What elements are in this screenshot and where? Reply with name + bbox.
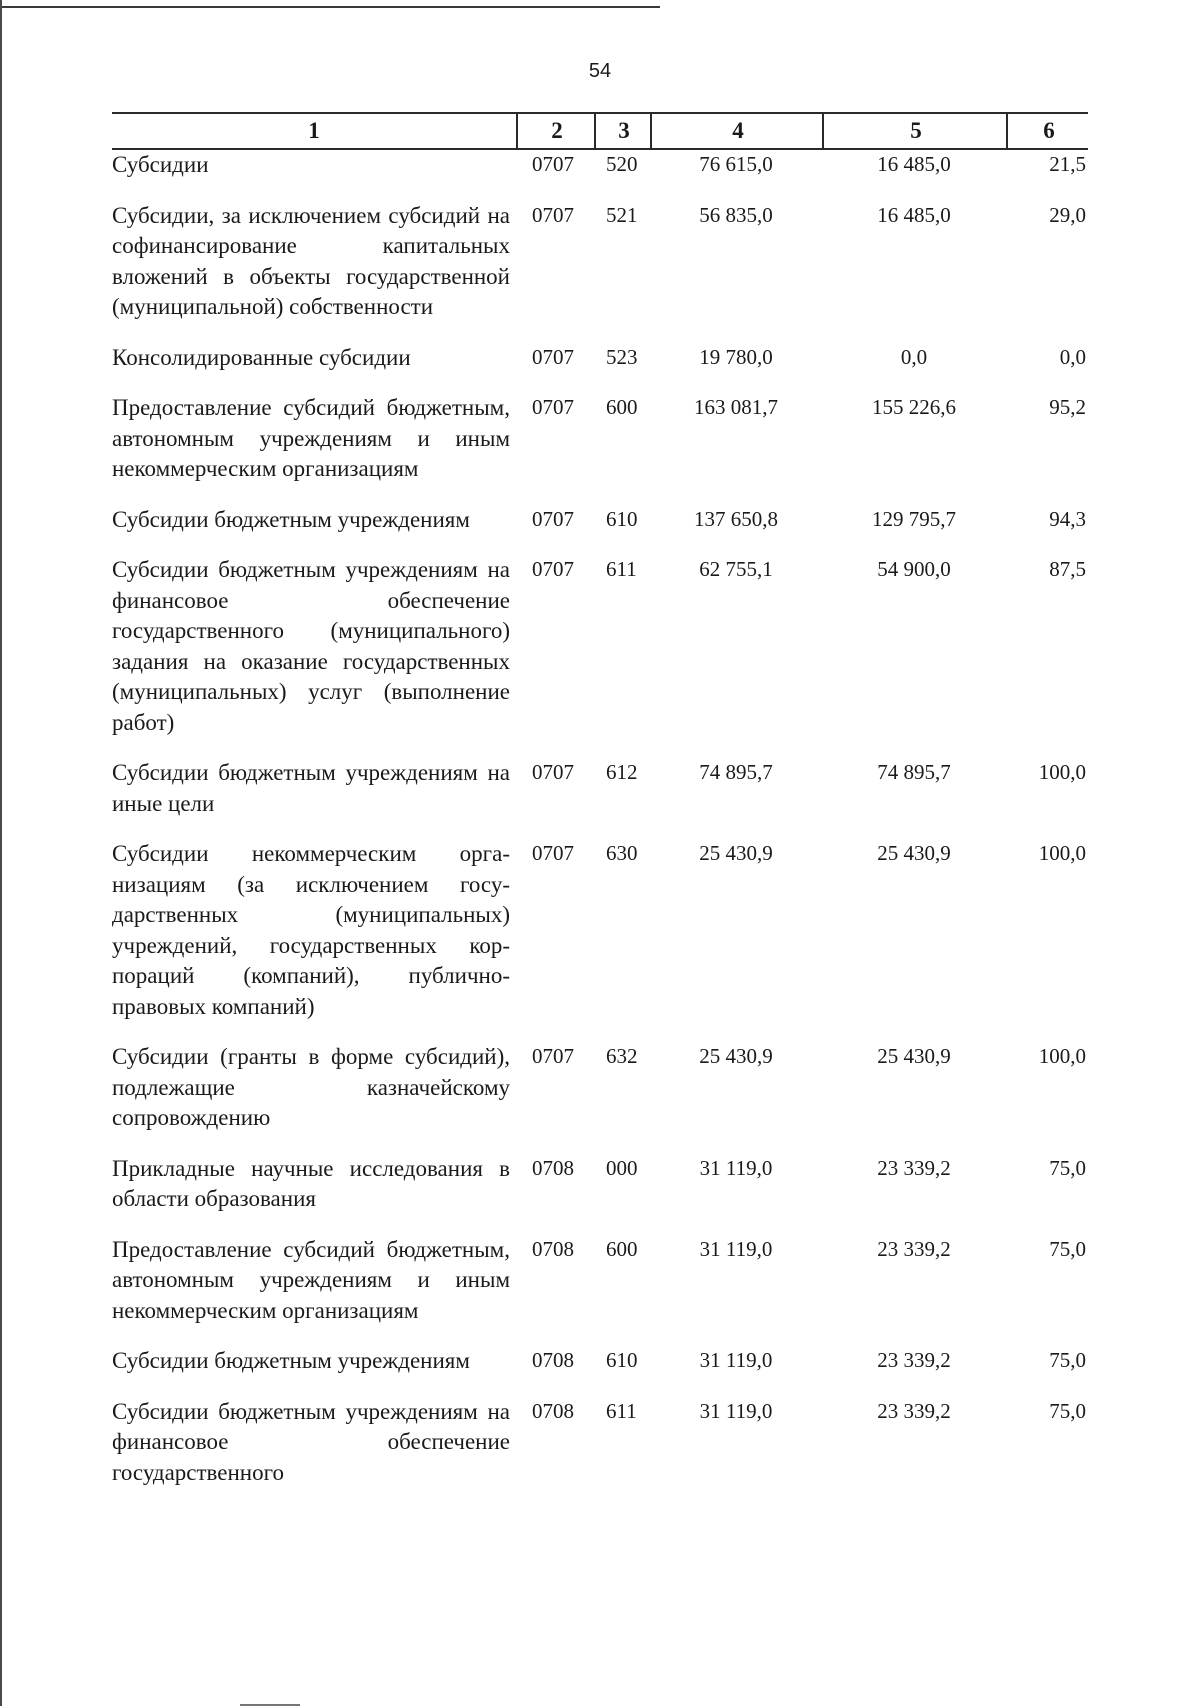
row-type-code: 611: [606, 1398, 637, 1423]
row-name: Субсидии некоммерческим организациям (за исключением государственных (муниципальных) учреждений, государственных корпораций (компаний), публично-правовых компаний): [112, 841, 510, 1019]
row-type-code: 610: [606, 506, 638, 531]
row-fact: 23 339,2: [877, 1348, 951, 1372]
row-fact: 23 339,2: [877, 1155, 951, 1180]
row-percent: 75,0: [1049, 1155, 1086, 1180]
row-section-code: 0707: [532, 152, 574, 176]
row-percent: 75,0: [1049, 1398, 1086, 1423]
row-fact: 74 895,7: [877, 760, 951, 784]
row-plan: 74 895,7: [699, 760, 773, 784]
row-name: Предоставление субсидий бюджетным, автономным учреждениям и иным некоммерческим организациям: [112, 395, 510, 481]
header-col-4: 4: [650, 114, 824, 148]
row-section-code: 0707: [532, 841, 574, 865]
row-name: Субсидии бюджетным учреждениям: [112, 506, 470, 532]
row-name: Субсидии, за исключением субсидий на софинансирование капитальных вложений в объекты государственной (муниципальной) собственности: [112, 202, 510, 319]
row-fact: 16 485,0: [877, 202, 951, 227]
row-plan: 31 119,0: [699, 1236, 773, 1261]
header-col-5: 5: [822, 114, 1008, 148]
table-row: [112, 839, 1088, 1022]
row-type-code: 611: [606, 557, 637, 581]
row-name: Субсидии бюджетным учреждениям: [112, 1348, 470, 1373]
table-row: [112, 758, 1088, 819]
row-type-code: 632: [606, 1044, 638, 1068]
row-section-code: 0708: [532, 1348, 574, 1372]
table-row: [112, 1154, 1088, 1215]
row-name: Субсидии бюджетным учреждениям на иные цели: [112, 760, 510, 816]
row-fact: 155 226,6: [872, 395, 956, 419]
row-type-code: 600: [606, 395, 638, 419]
row-percent: 21,5: [1049, 152, 1086, 176]
row-section-code: 0707: [532, 1044, 574, 1068]
table-row: [112, 343, 1088, 374]
row-name: Консолидированные субсидии: [112, 344, 411, 370]
row-plan: 62 755,1: [699, 557, 773, 581]
row-section-code: 0707: [532, 395, 574, 419]
table-row: [112, 1235, 1088, 1327]
row-plan: 137 650,8: [694, 506, 778, 531]
budget-table: [112, 112, 1088, 1488]
header-col-2: 2: [516, 114, 596, 148]
row-percent: 75,0: [1049, 1236, 1086, 1261]
row-percent: 75,0: [1049, 1348, 1086, 1372]
row-percent: 100,0: [1038, 1044, 1086, 1068]
row-percent: 87,5: [1049, 557, 1086, 581]
row-section-code: 0707: [532, 760, 574, 784]
row-plan: 19 780,0: [699, 344, 773, 369]
table-row: [112, 555, 1088, 738]
row-name: Предоставление субсидий бюджетным, автономным учреждениям и иным некоммерческим организациям: [112, 1236, 510, 1323]
row-type-code: 600: [606, 1236, 638, 1261]
row-fact: 54 900,0: [877, 557, 951, 581]
row-fact: 16 485,0: [877, 152, 951, 176]
row-name: Субсидии бюджетным учреждениям на финансовое обеспечение государственного: [112, 1398, 510, 1485]
row-type-code: 520: [606, 152, 638, 176]
row-section-code: 0707: [532, 557, 574, 581]
row-type-code: 521: [606, 202, 638, 227]
row-fact: 129 795,7: [872, 506, 956, 531]
row-type-code: 523: [606, 344, 638, 369]
table-row: [112, 505, 1088, 536]
row-percent: 100,0: [1038, 841, 1086, 865]
row-type-code: 612: [606, 760, 638, 784]
table-row: [112, 201, 1088, 323]
scan-edge-left: [0, 0, 2, 1706]
row-name: Субсидии бюджетным учреждениям на финансовое обеспечение государственного (муниципального) задания на оказание государственных (муниципальных) услуг (выполнение работ): [112, 557, 510, 735]
row-percent: 95,2: [1049, 395, 1086, 419]
row-plan: 56 835,0: [699, 202, 773, 227]
row-section-code: 0707: [532, 202, 574, 227]
row-type-code: 630: [606, 841, 638, 865]
row-plan: 25 430,9: [699, 1044, 773, 1068]
row-name: Прикладные научные исследования в области образования: [112, 1155, 510, 1211]
row-percent: 0,0: [1059, 344, 1086, 369]
row-percent: 94,3: [1049, 506, 1086, 531]
row-type-code: 610: [606, 1348, 638, 1372]
scan-edge-top: [0, 0, 660, 8]
header-col-6: 6: [1006, 114, 1090, 148]
row-name: Субсидии: [112, 152, 209, 177]
table-row: [112, 1042, 1088, 1134]
row-plan: 31 119,0: [699, 1155, 773, 1180]
row-section-code: 0707: [532, 344, 574, 369]
row-percent: 29,0: [1049, 202, 1086, 227]
table-row: [112, 393, 1088, 485]
row-fact: 23 339,2: [877, 1236, 951, 1261]
row-plan: 31 119,0: [699, 1398, 773, 1423]
header-col-3: 3: [594, 114, 652, 148]
row-section-code: 0707: [532, 506, 574, 531]
row-plan: 25 430,9: [699, 841, 773, 865]
page-number: 54: [588, 60, 612, 82]
row-plan: 31 119,0: [699, 1348, 773, 1372]
row-name: Субсидии (гранты в форме субсидий), подлежащие казначейскому сопровождению: [112, 1044, 510, 1130]
row-section-code: 0708: [532, 1236, 574, 1261]
row-section-code: 0708: [532, 1398, 574, 1423]
table-row: [112, 1346, 1088, 1377]
row-percent: 100,0: [1038, 760, 1086, 784]
row-fact: 23 339,2: [877, 1398, 951, 1423]
table-header: [112, 112, 1088, 150]
table-row: [112, 1397, 1088, 1489]
row-type-code: 000: [606, 1155, 638, 1180]
table-row: [112, 150, 1088, 181]
row-fact: 0,0: [900, 344, 928, 369]
row-plan: 163 081,7: [694, 395, 778, 419]
row-plan: 76 615,0: [699, 152, 773, 176]
row-fact: 25 430,9: [877, 1044, 951, 1068]
row-fact: 25 430,9: [877, 841, 951, 865]
row-section-code: 0708: [532, 1155, 574, 1180]
header-col-1: 1: [308, 118, 320, 143]
